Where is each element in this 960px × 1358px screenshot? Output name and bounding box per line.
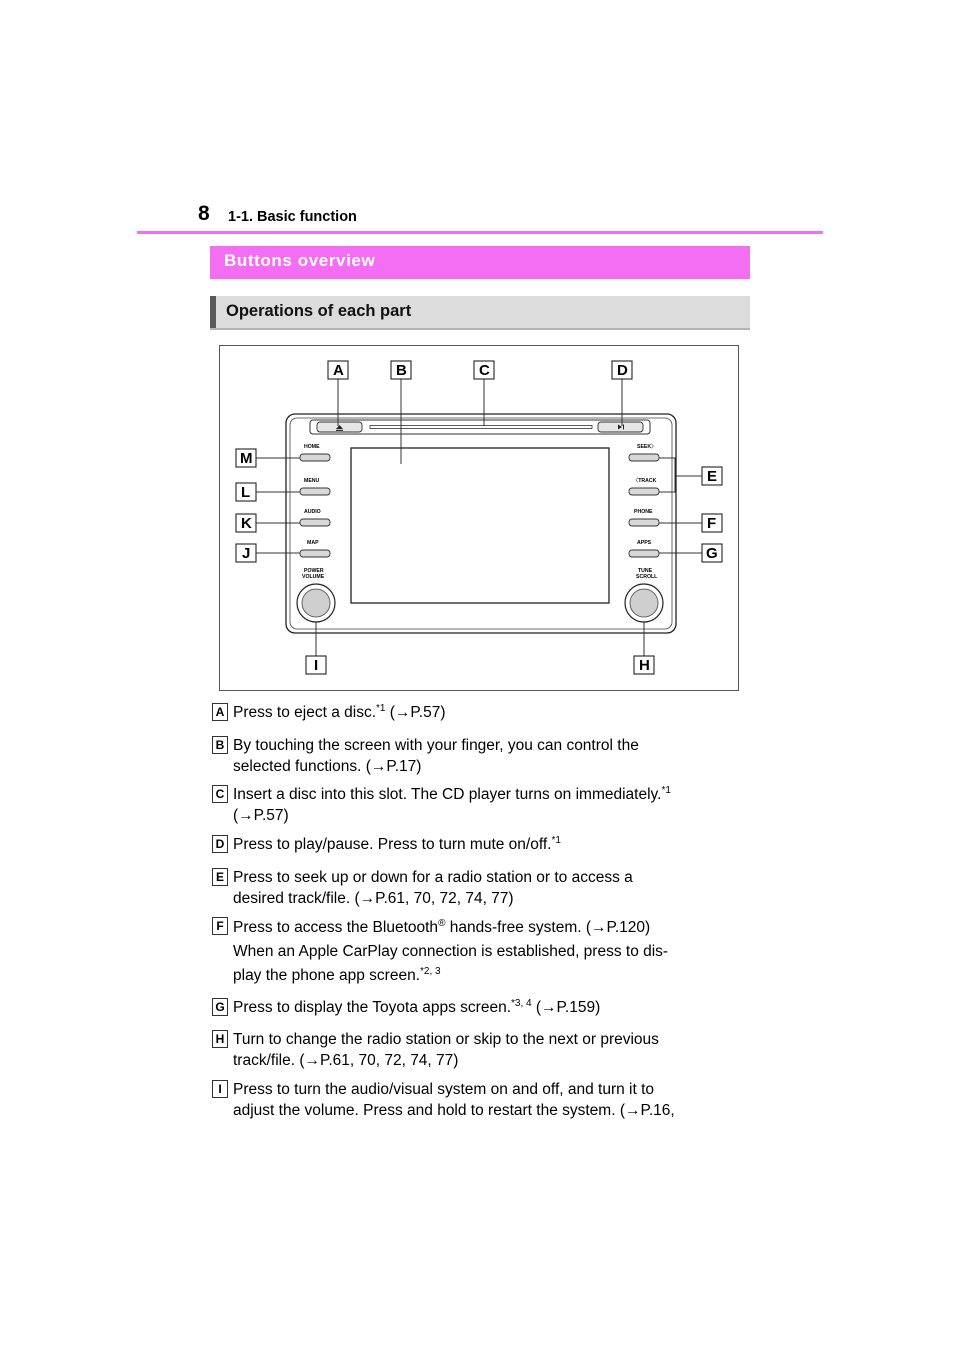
map-button-label: MAP xyxy=(307,540,319,546)
callout-i xyxy=(306,656,326,674)
power-knob-label-1: POWER xyxy=(304,568,324,574)
description-letter: F xyxy=(212,917,228,935)
home-button xyxy=(300,454,330,461)
disc-slot xyxy=(370,426,592,429)
svg-text:I: I xyxy=(314,657,319,674)
apps-button-label: APPS xyxy=(637,540,652,546)
svg-text:B: B xyxy=(396,362,407,379)
callout-m xyxy=(236,449,256,467)
description-letter: G xyxy=(212,998,228,1016)
svg-text:A: A xyxy=(333,362,344,379)
description-letter: D xyxy=(212,835,228,853)
power-knob-label-2: VOLUME xyxy=(302,574,325,580)
home-button-label: HOME xyxy=(304,444,320,450)
menu-button-label: MENU xyxy=(304,478,320,484)
track-button-label: 〈TRACK xyxy=(633,478,657,484)
seek-button-label: SEEK〉 xyxy=(637,444,657,450)
section-banner xyxy=(210,246,750,279)
svg-text:K: K xyxy=(241,515,252,532)
menu-button xyxy=(300,488,330,495)
subsection-title: Operations of each part xyxy=(226,302,412,320)
svg-text:C: C xyxy=(479,362,490,379)
callout-c xyxy=(474,361,494,379)
apps-button xyxy=(629,550,659,557)
callout-j xyxy=(236,544,256,562)
svg-text:H: H xyxy=(639,657,650,674)
svg-text:J: J xyxy=(242,545,251,562)
callout-k xyxy=(236,514,256,532)
svg-text:G: G xyxy=(706,545,718,562)
svg-text:D: D xyxy=(617,362,628,379)
callout-d xyxy=(612,361,632,379)
banner-title: Buttons overview xyxy=(224,251,376,270)
subsection-banner xyxy=(210,296,750,330)
audio-button xyxy=(300,519,330,526)
header-divider xyxy=(137,231,823,234)
tune-knob-label-2: SCROLL xyxy=(636,574,658,580)
description-letter: C xyxy=(212,785,228,803)
description-letter: B xyxy=(212,736,228,754)
callout-l xyxy=(236,483,256,501)
map-button xyxy=(300,550,330,557)
callout-a xyxy=(328,361,348,379)
svg-text:M: M xyxy=(240,450,253,467)
track-button xyxy=(629,488,659,495)
callout-b xyxy=(391,361,411,379)
callout-e xyxy=(702,467,722,485)
description-letter: H xyxy=(212,1030,228,1048)
head-unit-illustration xyxy=(220,346,740,692)
audio-button-label: AUDIO xyxy=(304,509,321,515)
tune-knob-label-1: TUNE xyxy=(638,568,653,574)
description-letter: E xyxy=(212,868,228,886)
page-number: 8 xyxy=(198,202,210,225)
callout-h xyxy=(634,656,654,674)
callout-f xyxy=(702,514,722,532)
phone-button-label: PHONE xyxy=(634,509,653,515)
svg-text:E: E xyxy=(707,468,718,485)
phone-button xyxy=(629,519,659,526)
description-letter: A xyxy=(212,703,228,721)
section-title: 1-1. Basic function xyxy=(228,209,357,225)
svg-text:L: L xyxy=(241,484,251,501)
svg-text:F: F xyxy=(707,515,717,532)
seek-button xyxy=(629,454,659,461)
head-unit-diagram xyxy=(219,345,739,691)
description-letter: I xyxy=(212,1080,228,1098)
touch-screen xyxy=(351,448,609,603)
callout-g xyxy=(702,544,722,562)
